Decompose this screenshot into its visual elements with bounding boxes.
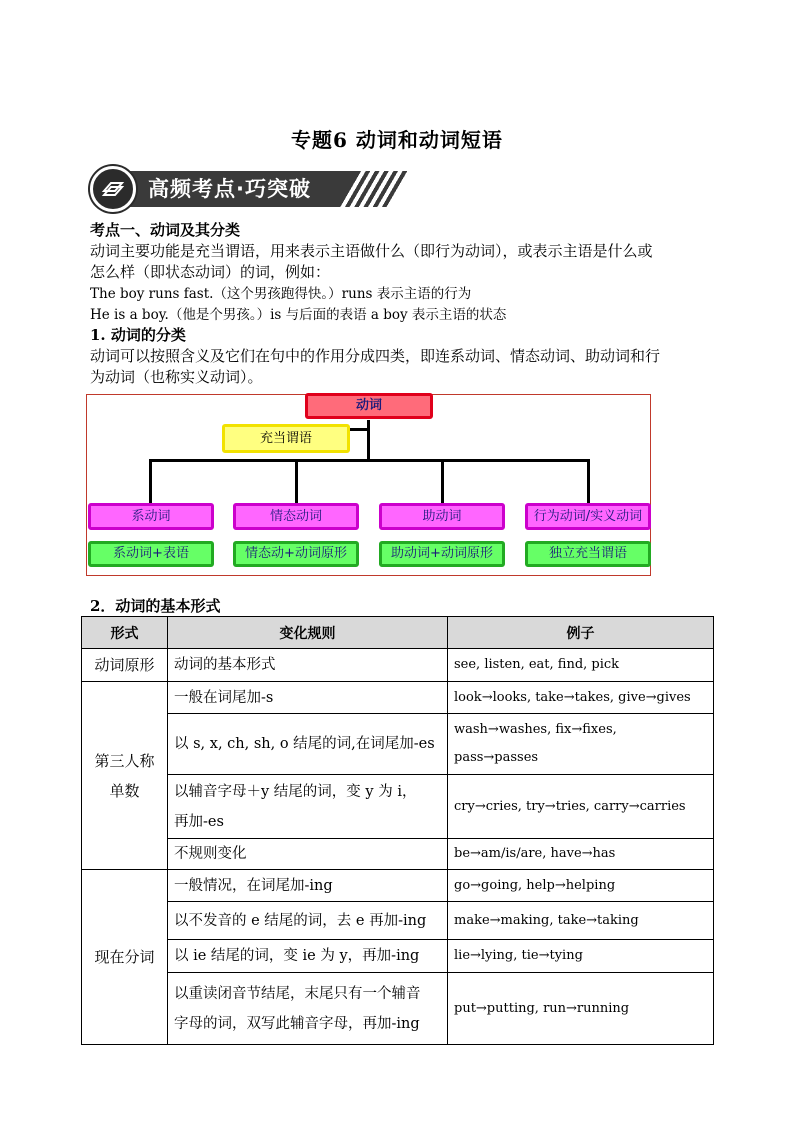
rule-cell: 一般情况，在词尾加-ing	[168, 870, 448, 902]
example-cell: put→putting, run→running	[448, 973, 714, 1045]
column-header: 变化规则	[168, 617, 448, 649]
table-row	[82, 973, 714, 1045]
book-emblem-icon	[90, 166, 136, 212]
intro-line-2: 怎么样（即状态动词）的词，例如：	[90, 263, 331, 281]
form-cell	[82, 682, 168, 870]
example-line: wash→washes, fix→fixes,	[454, 722, 617, 737]
example-cell	[448, 714, 714, 775]
rule-cell: 以 ie 结尾的词，变 ie 为 y，再加-ing	[168, 940, 448, 973]
verb-classification-diagram	[86, 394, 651, 576]
category-usage: 助动词+动词原形	[379, 541, 505, 567]
rule-line: 字母的词，双写此辅音字母，再加-ing	[174, 1015, 420, 1032]
form-label-line: 单数	[109, 781, 140, 800]
column-header: 形式	[82, 617, 168, 649]
rule-cell: 一般在词尾加-s	[168, 682, 448, 714]
example-cell: look→looks, take→takes, give→gives	[448, 682, 714, 714]
category-usage: 独立充当谓语	[525, 541, 651, 567]
table-row	[82, 839, 714, 870]
section-banner	[90, 166, 402, 212]
column-header: 例子	[448, 617, 714, 649]
table-row	[82, 775, 714, 839]
root-connector	[367, 420, 370, 460]
example-cell: make→making, take→taking	[448, 902, 714, 940]
branch-line-1	[149, 459, 152, 504]
branch-bar	[149, 459, 590, 462]
form-label-line: 第三人称	[94, 751, 155, 770]
classification-text-2: 为动词（也称实义动词）。	[90, 368, 263, 386]
category-name: 情态动词	[233, 503, 359, 530]
rule-cell	[168, 973, 448, 1045]
example-cell: cry→cries, try→tries, carry→carries	[448, 775, 714, 839]
table-header-row	[82, 617, 714, 649]
branch-line-4	[587, 459, 590, 504]
table-row	[82, 870, 714, 902]
classification-text-1: 动词可以按照含义及它们在句中的作用分成四类，即连系动词、情态动词、助动词和行	[90, 347, 661, 365]
example-cell: see, listen, eat, find, pick	[448, 649, 714, 682]
side-connector	[349, 428, 369, 431]
category-name: 行为动词/实义动词	[525, 503, 651, 530]
verb-forms-table	[81, 616, 714, 1045]
example-cell: go→going, help→helping	[448, 870, 714, 902]
example-cell: lie→lying, tie→tying	[448, 940, 714, 973]
table-row	[82, 682, 714, 714]
example-sentence-2: He is a boy.（他是个男孩。）is 与后面的表语 a boy 表示主语的状态	[90, 307, 507, 323]
rule-cell: 不规则变化	[168, 839, 448, 870]
page-title: 专题6 动词和动词短语	[291, 128, 503, 152]
example-sentence-1: The boy runs fast.（这个男孩跑得快。）runs 表示主语的行为	[90, 286, 472, 302]
table-row	[82, 714, 714, 775]
rule-line: 再加-es	[174, 813, 224, 830]
table-row	[82, 940, 714, 973]
rule-cell: 以不发音的 e 结尾的词，去 e 再加-ing	[168, 902, 448, 940]
category-name: 系动词	[88, 503, 214, 530]
branch-line-2	[295, 459, 298, 504]
table-row	[82, 902, 714, 940]
category-usage: 系动词+表语	[88, 541, 214, 567]
forms-heading: 2．动词的基本形式	[90, 597, 221, 615]
form-cell: 动词原形	[82, 649, 168, 682]
table-row	[82, 649, 714, 682]
rule-cell	[168, 775, 448, 839]
category-name: 助动词	[379, 503, 505, 530]
example-cell: be→am/is/are, have→has	[448, 839, 714, 870]
branch-line-3	[441, 459, 444, 504]
rule-cell: 动词的基本形式	[168, 649, 448, 682]
classification-heading: 1. 动词的分类	[90, 326, 186, 344]
section-heading: 考点一、动词及其分类	[90, 221, 241, 239]
diagram-root: 动词	[305, 393, 433, 419]
diagram-side-box: 充当谓语	[222, 424, 350, 453]
rule-line: 以辅音字母＋y 结尾的词，变 y 为 i，	[174, 783, 417, 800]
example-line: pass→passes	[454, 750, 539, 765]
rule-cell: 以 s, x, ch, sh, o 结尾的词,在词尾加-es	[168, 714, 448, 775]
category-usage: 情态动+动词原形	[233, 541, 359, 567]
intro-line-1: 动词主要功能是充当谓语，用来表示主语做什么（即行为动词），或表示主语是什么或	[90, 242, 653, 260]
banner-text: 高频考点·巧突破	[148, 177, 311, 201]
rule-line: 以重读闭音节结尾，末尾只有一个辅音	[174, 985, 421, 1002]
form-cell: 现在分词	[82, 870, 168, 1045]
